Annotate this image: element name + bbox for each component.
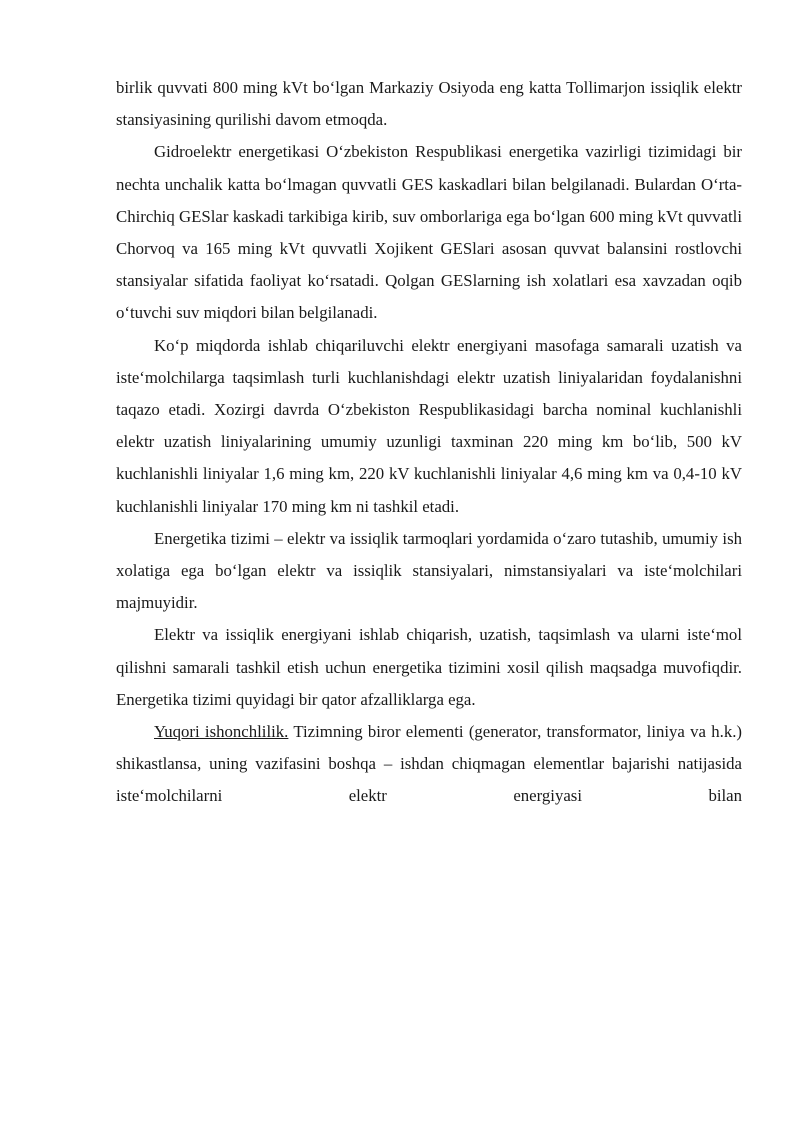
paragraph-6-text: Tizimning biror elementi (generator, transformator, liniya va h.k.) shikastlansa, uning vazifasini boshqa – ishdan chiqmagan elementlar bajarishi natijasida iste‘molchilarni elektr energiyasi bilan: [116, 722, 742, 806]
paragraph-3: [116, 330, 742, 523]
paragraph-1-text: birlik quvvati 800 ming kVt bo‘lgan Markaziy Osiyoda eng katta Tollimarjon issiqlik elektr stansiyasining qurilishi davom etmoqda.: [116, 78, 742, 130]
section-heading-reliability: Yuqori ishonchlilik.: [154, 722, 289, 742]
document-body: [116, 72, 742, 813]
paragraph-3-text: Ko‘p miqdorda ishlab chiqariluvchi elektr energiyani masofaga samarali uzatish va iste‘molchilarga taqsimlash turli kuchlanishdagi elektr uzatish liniyalaridan foydalanishni taqazo etadi. Xozirgi davrda O‘zbekiston Respublikasidagi barcha nominal kuchlanishli elektr uzatish liniyalarining umumiy uzunligi taxminan 220 ming km bo‘lib, 500 kV kuchlanishli liniyalar 1,6 ming km, 220 kV kuchlanishli liniyalar 4,6 ming km va 0,4-10 kV kuchlanishli liniyalar 170 ming km ni tashkil etadi.: [116, 335, 742, 516]
paragraph-6: [116, 716, 742, 813]
paragraph-2: [116, 136, 742, 329]
paragraph-5: [116, 619, 742, 716]
paragraph-4-text: Energetika tizimi – elektr va issiqlik tarmoqlari yordamida o‘zaro tutashib, umumiy ish xolatiga ega bo‘lgan elektr va issiqlik stansiyalari, nimstansiyalari va iste‘molchilari majmuyidir.: [116, 528, 742, 613]
paragraph-5-text: Elektr va issiqlik energiyani ishlab chiqarish, uzatish, taqsimlash va ularni iste‘mol qilishni samarali tashkil etish uchun energetika tizimini xosil qilish maqsadga muvofiqdir. Energetika tizimi quyidagi bir qator afzalliklarga ega.: [116, 625, 742, 709]
paragraph-1: [116, 72, 742, 136]
paragraph-2-text: Gidroelektr energetikasi O‘zbekiston Respublikasi energetika vazirligi tizimidagi bir nechta unchalik katta bo‘lmagan quvvatli GES kaskadlari bilan belgilanadi. Bulardan O‘rta-Chirchiq GESlar kaskadi tarkibiga kirib, suv omborlariga ega bo‘lgan 600 ming kVt quvvatli Chorvoq va 165 ming kVt quvvatli Xojikent GESlari asosan quvvat balansini rostlovchi stansiyalar sifatida faoliyat ko‘rsatadi. Qolgan GESlarning ish xolatlari esa xavzadan oqib o‘tuvchi suv miqdori bilan belgilanadi.: [116, 142, 742, 323]
paragraph-4: [116, 523, 742, 620]
